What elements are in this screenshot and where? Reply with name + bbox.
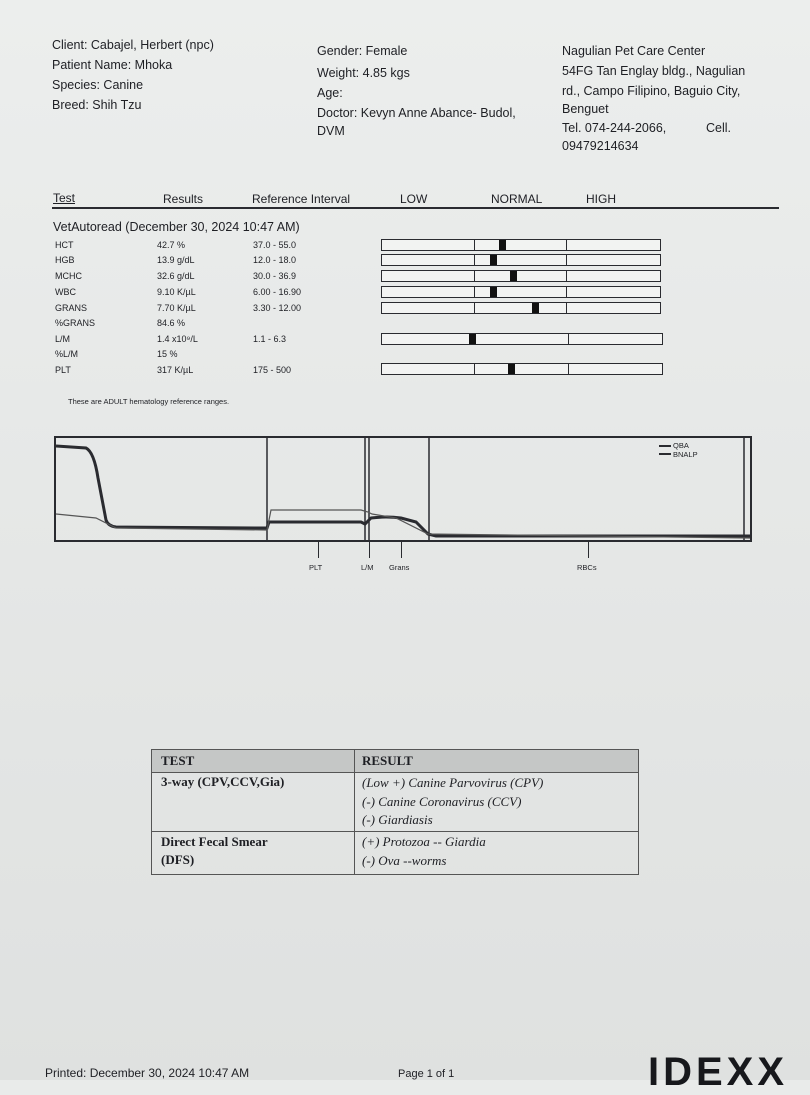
range-bar-grans — [381, 302, 661, 314]
row-result: 9.10 K/µL — [157, 287, 196, 297]
row-ref: 175 - 500 — [253, 365, 292, 375]
row-name: HCT — [55, 240, 74, 250]
row-ref: 30.0 - 36.9 — [253, 271, 297, 281]
range-marker — [490, 287, 497, 297]
result-giardiasis: (-) Giardiasis — [362, 812, 433, 827]
histogram-plot — [54, 436, 752, 542]
axis-label-grans: Grans — [389, 563, 410, 572]
legend-label-1: QBA — [673, 441, 689, 450]
row-name: WBC — [55, 287, 76, 297]
tick-lm — [369, 542, 370, 558]
row-name: %GRANS — [55, 318, 96, 328]
doctor-title: DVM — [317, 124, 345, 138]
weight: Weight: 4.85 kgs — [317, 66, 410, 80]
histogram-curves — [56, 438, 750, 540]
printed-date: Printed: December 30, 2024 10:47 AM — [45, 1066, 250, 1080]
test-dfs: Direct Fecal Smear — [161, 834, 268, 849]
range-bar-plt — [381, 363, 663, 375]
row-ref: 3.30 - 12.00 — [253, 303, 302, 313]
doctor: Doctor: Kevyn Anne Abance- Budol, — [317, 106, 516, 120]
range-bar-wbc — [381, 286, 661, 298]
row-result: 84.6 % — [157, 318, 186, 328]
tick-plt — [318, 542, 319, 558]
clinic-address-2: rd., Campo Filipino, Baguio City, — [562, 84, 741, 98]
table-col-test: TEST — [161, 753, 195, 768]
test-dfs-abbr: (DFS) — [161, 852, 195, 867]
tick-rbcs — [588, 542, 589, 558]
row-result: 317 K/µL — [157, 365, 194, 375]
clinic-name: Nagulian Pet Care Center — [562, 44, 706, 58]
axis-label-plt: PLT — [309, 563, 323, 572]
clinic-cell: 09479214634 — [562, 139, 639, 153]
row-ref: 1.1 - 6.3 — [253, 334, 287, 344]
row-name: MCHC — [55, 271, 82, 281]
table-divider — [354, 750, 355, 874]
row-result: 42.7 % — [157, 240, 186, 250]
row-ref: 6.00 - 16.90 — [253, 287, 302, 297]
reference-note: These are ADULT hematology reference ranges. — [68, 397, 230, 406]
client-name: Client: Cabajel, Herbert (npc) — [52, 38, 214, 52]
col-high: HIGH — [586, 192, 616, 206]
age: Age: — [317, 86, 343, 100]
clinic-phone: Tel. 074-244-2066, — [562, 121, 667, 135]
page-number: Page 1 of 1 — [398, 1068, 455, 1080]
col-test: Test — [53, 191, 76, 205]
range-bar-hct — [381, 239, 661, 251]
row-result: 15 % — [157, 349, 178, 359]
table-col-result: RESULT — [362, 753, 413, 768]
range-marker — [499, 240, 506, 250]
row-name: GRANS — [55, 303, 88, 313]
range-marker — [490, 255, 497, 265]
curve-primary — [56, 446, 750, 536]
range-marker — [469, 334, 476, 344]
row-name: PLT — [55, 365, 71, 375]
legend-label-2: BNALP — [673, 450, 698, 459]
row-ref: 12.0 - 18.0 — [253, 255, 297, 265]
clinic-cell-label: Cell. — [706, 121, 732, 135]
fecal-test-table — [151, 749, 639, 875]
curve-secondary — [56, 510, 750, 538]
row-result: 1.4 x10⁹/L — [157, 334, 198, 344]
clinic-address-1: 54FG Tan Englay bldg., Nagulian — [562, 64, 746, 78]
row-name: HGB — [55, 255, 75, 265]
result-ova: (-) Ova --worms — [362, 853, 447, 868]
run-title: VetAutoread (December 30, 2024 10:47 AM) — [53, 220, 300, 234]
row-result: 13.9 g/dL — [157, 255, 195, 265]
range-bar-hgb — [381, 254, 661, 266]
test-3way: 3-way (CPV,CCV,Gia) — [161, 774, 285, 789]
idexx-logo: IDEXX — [648, 1050, 789, 1094]
row-name: %L/M — [55, 349, 79, 359]
axis-label-rbcs: RBCs — [577, 563, 597, 572]
clinic-address-3: Benguet — [562, 102, 609, 116]
gender: Gender: Female — [317, 44, 408, 58]
col-normal: NORMAL — [491, 192, 543, 206]
result-protozoa: (+) Protozoa -- Giardia — [362, 834, 486, 849]
row-result: 7.70 K/µL — [157, 303, 196, 313]
col-reference: Reference Interval — [252, 192, 351, 206]
patient-name: Patient Name: Mhoka — [52, 58, 173, 72]
range-marker — [532, 303, 539, 313]
axis-label-lm: L/M — [361, 563, 374, 572]
row-result: 32.6 g/dL — [157, 271, 195, 281]
table-row-divider — [152, 831, 638, 832]
col-low: LOW — [400, 192, 428, 206]
row-name: L/M — [55, 334, 71, 344]
result-ccv: (-) Canine Coronavirus (CCV) — [362, 794, 522, 809]
header-rule — [52, 207, 779, 209]
range-bar-lm — [381, 333, 663, 345]
tick-grans — [401, 542, 402, 558]
breed: Breed: Shih Tzu — [52, 98, 142, 112]
result-cpv: (Low +) Canine Parvovirus (CPV) — [362, 775, 544, 790]
species: Species: Canine — [52, 78, 144, 92]
col-results: Results — [163, 192, 204, 206]
range-marker — [510, 271, 517, 281]
range-bar-mchc — [381, 270, 661, 282]
row-ref: 37.0 - 55.0 — [253, 240, 297, 250]
range-marker — [508, 364, 515, 374]
